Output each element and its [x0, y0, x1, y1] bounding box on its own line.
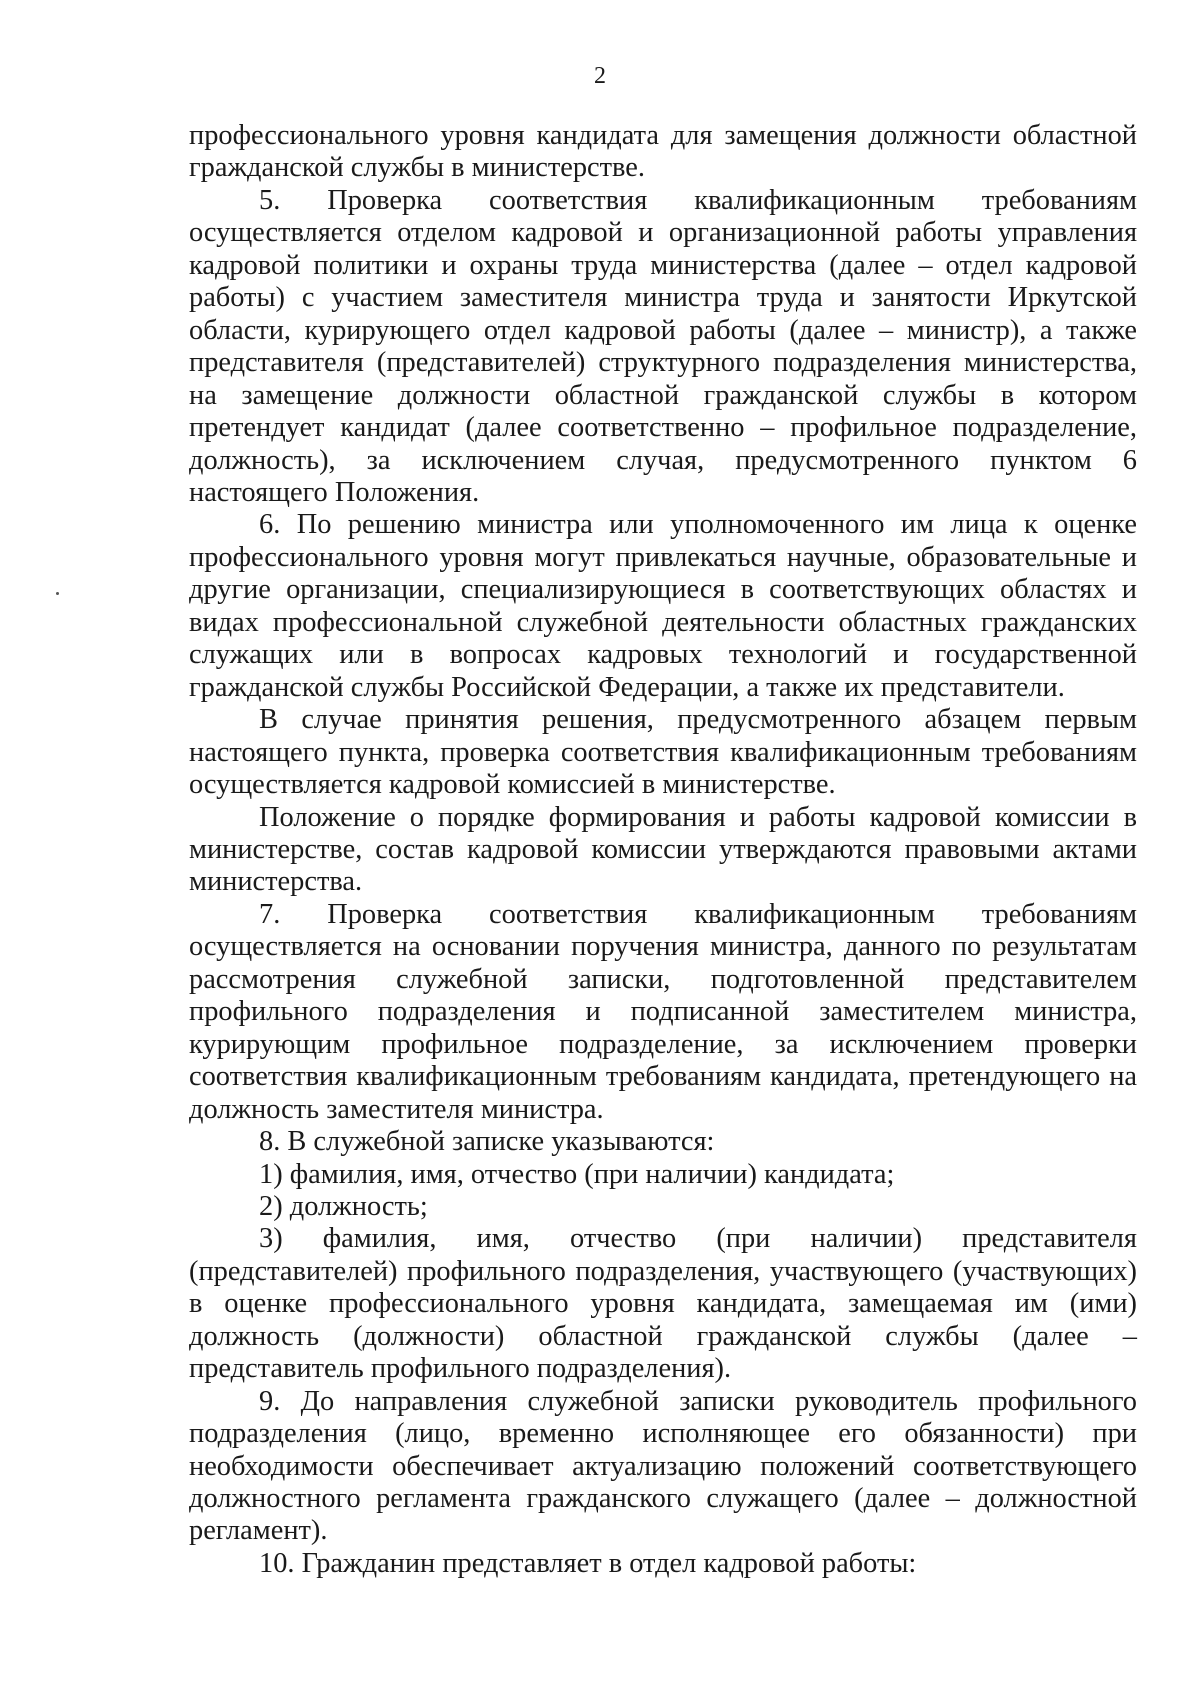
paragraph-item-6: 6. По решению министра или уполномоченного им лица к оценке профессионального уровня могут привлекаться научные, образовательные и другие организации, специализирующиеся в соответствующих областях и видах профессиональной служебной деятельности областных гражданских служащих или в вопросах кадровых технологий и государственной гражданской службы Российской Федерации, а также их представители.: [189, 509, 1137, 703]
paragraph-item-8-sub-2: 2) должность;: [259, 1190, 428, 1222]
paragraph-item-9: 9. До направления служебной записки руководитель профильного подразделения (лицо, временно исполняющее его обязанности) при необходимости обеспечивает актуализацию положений соответствующего должностного регламента гражданского служащего (далее – должностной регламент).: [189, 1385, 1137, 1547]
page-number: 2: [594, 63, 606, 89]
document-body: [189, 120, 1137, 1580]
paragraph-item-8-sub-3: 3) фамилия, имя, отчество (при наличии) представителя (представителей) профильного подразделения, участвующего (участвующих) в оценке профессионального уровня кандидата, замещаемая им (ими) должность (должности) областной гражданской службы (далее – представитель профильного подразделения).: [189, 1223, 1137, 1385]
paragraph-item-5: 5. Проверка соответствия квалификационным требованиям осуществляется отделом кадровой и организационной работы управления кадровой политики и охраны труда министерства (далее – отдел кадровой работы) с участием заместителя министра труда и занятости Иркутской области, курирующего отдел кадровой работы (далее – министр), а также представителя (представителей) структурного подразделения министерства, на замещение должности областной гражданской службы в котором претендует кандидат (далее соответственно – профильное подразделение, должность), за исключением случая, предусмотренного пунктом 6 настоящего Положения.: [189, 184, 1137, 508]
paragraph-item-6-decision: В случае принятия решения, предусмотренного абзацем первым настоящего пункта, проверка соответствия квалификационным требованиям осуществляется кадровой комиссией в министерстве.: [189, 704, 1137, 801]
paragraph-item-8: 8. В служебной записке указываются:: [259, 1126, 715, 1158]
paragraph-item-7: 7. Проверка соответствия квалификационным требованиям осуществляется на основании поручения министра, данного по результатам рассмотрения служебной записки, подготовленной представителем профильного подразделения и подписанной заместителем министра, курирующим профильное подразделение, за исключением проверки соответствия квалификационным требованиям кандидата, претендующего на должность заместителя министра.: [189, 898, 1137, 1125]
paragraph-item-10: 10. Гражданин представляет в отдел кадровой работы:: [259, 1547, 917, 1579]
paragraph-continuation: профессионального уровня кандидата для замещения должности областной гражданской службы в министерстве.: [189, 120, 1137, 184]
paragraph-item-8-sub-1: 1) фамилия, имя, отчество (при наличии) кандидата;: [259, 1158, 895, 1190]
scan-speck: [56, 592, 59, 595]
paragraph-item-6-commission: Положение о порядке формирования и работы кадровой комиссии в министерстве, состав кадровой комиссии утверждаются правовыми актами министерства.: [189, 801, 1137, 898]
